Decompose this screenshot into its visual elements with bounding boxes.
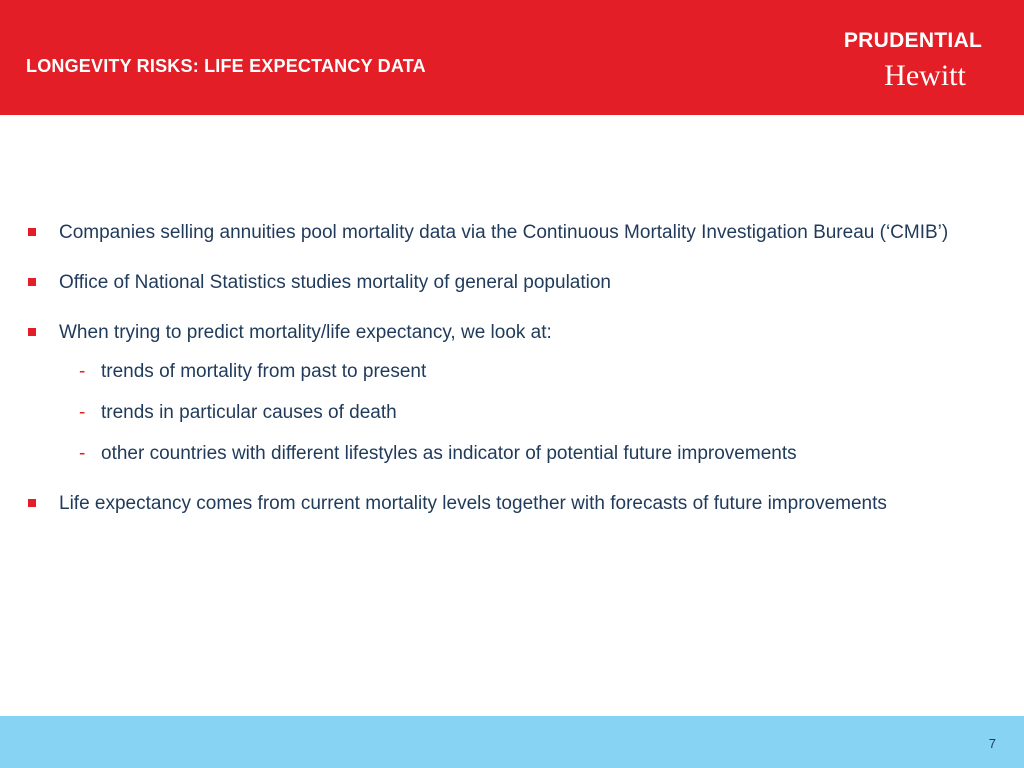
prudential-hewitt-logo: [828, 28, 998, 93]
sub-bullet-list: [59, 355, 976, 471]
bullet-text: Companies selling annuities pool mortality data via the Continuous Mortality Investigation Bureau (‘CMIB’): [59, 222, 949, 243]
dash-bullet-icon: -: [79, 443, 86, 464]
slide-footer: [0, 716, 1024, 768]
bullet-text: Life expectancy comes from current mortality levels together with forecasts of future improvements: [59, 493, 887, 514]
slide-header: [0, 0, 1024, 115]
sub-bullet-item: [59, 437, 976, 471]
sub-bullet-text: other countries with different lifestyles as indicator of potential future improvements: [101, 443, 797, 464]
page-number: 7: [988, 736, 996, 751]
dash-bullet-icon: -: [79, 361, 86, 382]
logo-prudential-text: PRUDENTIAL: [843, 29, 983, 52]
sub-bullet-item: [59, 396, 976, 430]
bullet-text: When trying to predict mortality/life expectancy, we look at:: [59, 322, 552, 343]
bullet-text: Office of National Statistics studies mortality of general population: [59, 272, 611, 293]
bullet-item: [26, 487, 976, 521]
sub-bullet-text: trends in particular causes of death: [101, 402, 397, 423]
square-bullet-icon: [28, 228, 36, 236]
bullet-item: [26, 266, 976, 300]
dash-bullet-icon: -: [79, 402, 86, 423]
bullet-item: [26, 216, 976, 250]
slide-title: LONGEVITY RISKS: LIFE EXPECTANCY DATA: [26, 56, 426, 76]
square-bullet-icon: [28, 499, 36, 507]
slide-content: [26, 216, 976, 537]
sub-bullet-item: [59, 355, 976, 389]
square-bullet-icon: [28, 328, 36, 336]
square-bullet-icon: [28, 278, 36, 286]
bullet-item: [26, 316, 976, 471]
sub-bullet-text: trends of mortality from past to present: [101, 361, 427, 382]
logo-hewitt-text: Hewitt: [884, 59, 966, 92]
